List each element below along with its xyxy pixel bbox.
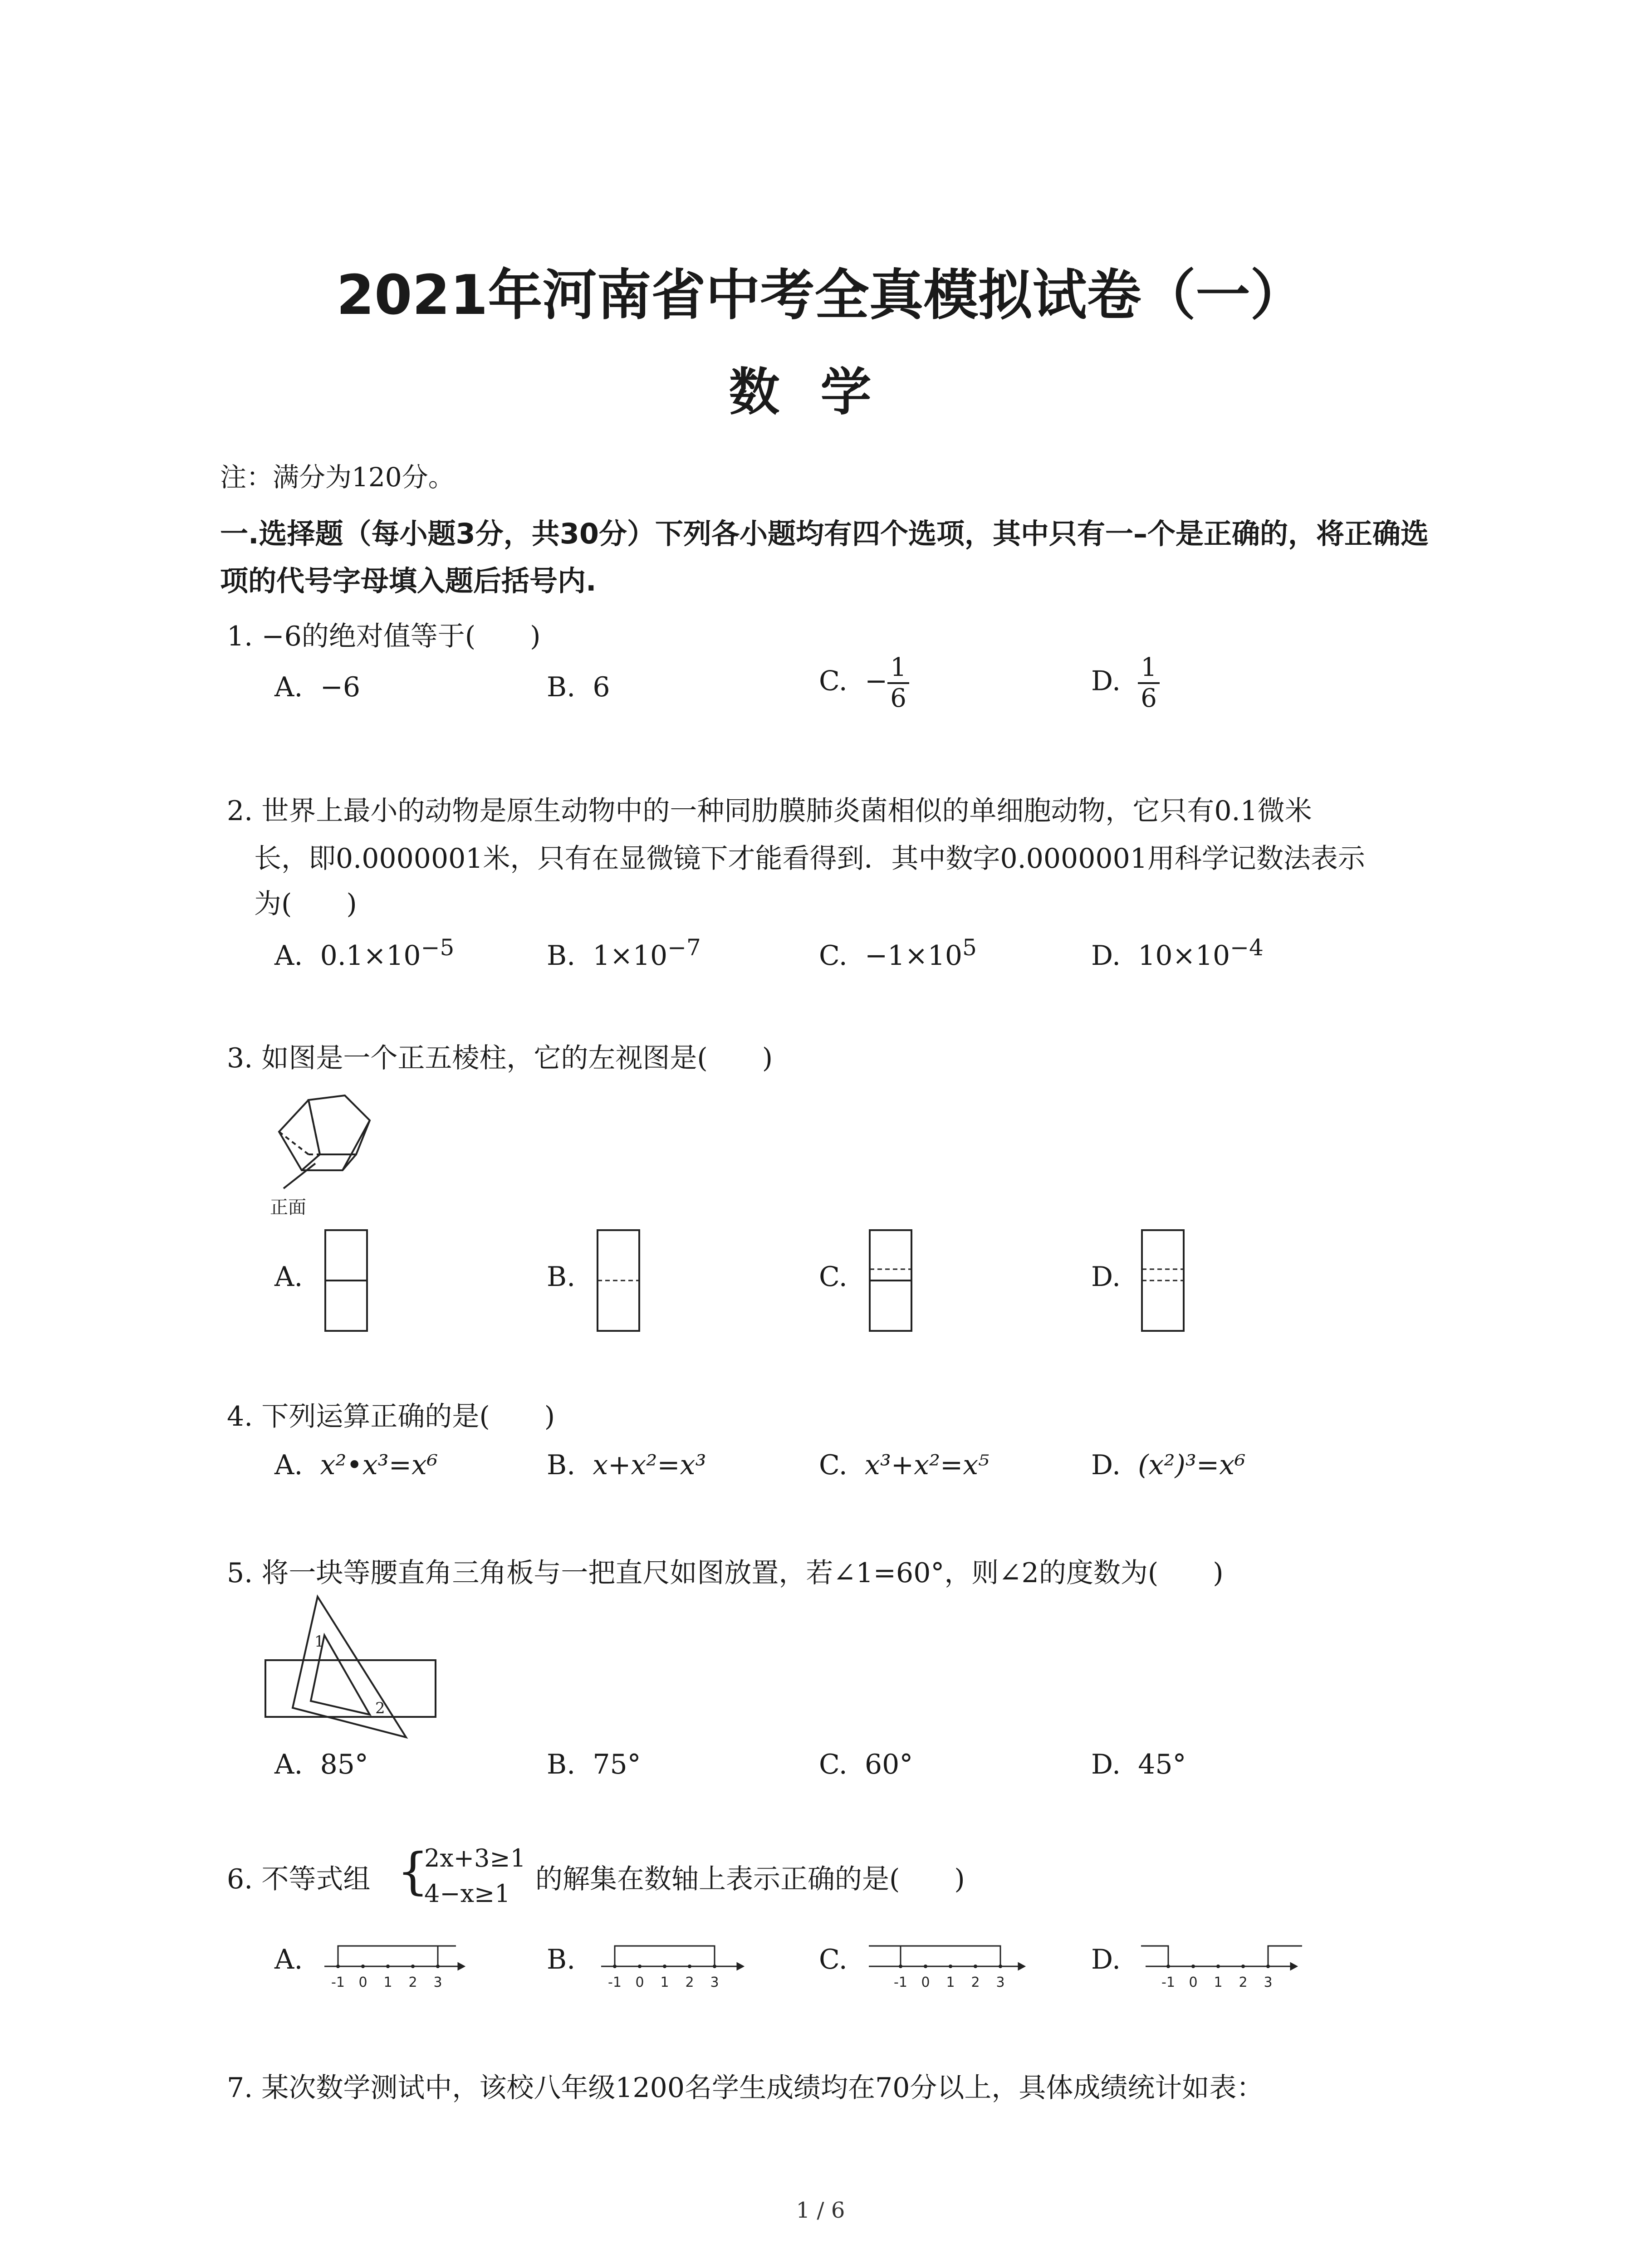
question-4 — [227, 1395, 555, 1434]
q3-option-c-label: C. — [819, 1261, 847, 1293]
q3-option-a-rect — [324, 1229, 370, 1334]
question-number: 1. — [227, 621, 253, 652]
question-stem: −6的绝对值等于( ) — [261, 621, 541, 652]
q5-option-a: A. 85° — [274, 1749, 368, 1780]
q1-option-d: D. $\frac{1}{6}$ — [1091, 653, 1160, 713]
question-2-line3: 为( ) — [254, 888, 357, 920]
svg-text:1: 1 — [383, 1975, 392, 1990]
svg-text:0: 0 — [921, 1975, 930, 1990]
svg-text:0: 0 — [635, 1975, 644, 1990]
question-stem-prefix: 不等式组 — [261, 1863, 371, 1895]
q1-option-c: C. − $\frac{1}{6}$ — [819, 653, 909, 713]
question-number: 7. — [227, 2072, 253, 2104]
section-instructions: 一.选择题（每小题3分，共30分）下列各小题均有四个选项，其中只有一–个是正确的，将正确选项的代号字母填入题后括号内. — [220, 517, 1429, 597]
question-stem: 下列运算正确的是( ) — [261, 1401, 555, 1432]
q2-option-a: A. $0.1\times 10^{-5}$ — [274, 934, 455, 972]
q3-option-d-label: D. — [1091, 1261, 1121, 1293]
q1-option-b: B. 6 — [547, 671, 610, 703]
q4-option-a: A. x²•x³=x⁶ — [274, 1449, 438, 1481]
question-number: 2. — [227, 795, 253, 827]
question-2 — [227, 789, 1312, 828]
q4-option-b: B. x+x²=x³ — [547, 1449, 706, 1481]
q2-option-c: C. $-1\times 10^5$ — [819, 934, 977, 972]
question-6 — [227, 1857, 370, 1897]
inequality-system — [424, 1841, 526, 1911]
q6-option-d-label: D. — [1091, 1944, 1121, 1975]
question-number: 3. — [227, 1042, 253, 1074]
question-2-line2: 长，即0.0000001米，只有在显微镜下才能看得到．其中数字0.0000001用科学记数法表示 — [254, 843, 1365, 875]
question-1 — [227, 615, 541, 654]
svg-text:3: 3 — [433, 1975, 442, 1990]
q6-option-d-numberline — [1136, 1937, 1309, 1996]
svg-text:0: 0 — [1189, 1975, 1198, 1990]
svg-text:3: 3 — [996, 1975, 1005, 1990]
svg-text:-1: -1 — [608, 1975, 622, 1990]
svg-text:1: 1 — [660, 1975, 669, 1990]
angle-2-label: 2 — [375, 1699, 385, 1717]
q4-option-d: D. (x²)³=x⁶ — [1091, 1449, 1246, 1481]
system-brace: { — [397, 1842, 429, 1900]
svg-text:2: 2 — [408, 1975, 417, 1990]
question-number: 6. — [227, 1863, 253, 1895]
svg-text:-1: -1 — [1161, 1975, 1175, 1990]
question-number: 4. — [227, 1401, 253, 1432]
question-stem: 如图是一个正五棱柱，它的左视图是( ) — [261, 1042, 773, 1074]
angle-1-label: 1 — [314, 1633, 324, 1651]
question-6-suffix: 的解集在数轴上表示正确的是( ) — [535, 1863, 965, 1895]
q6-option-b-numberline — [592, 1937, 746, 1996]
q6-option-a-label: A. — [274, 1944, 303, 1975]
svg-text:1: 1 — [1214, 1975, 1223, 1990]
question-7 — [227, 2066, 1264, 2105]
svg-text:-1: -1 — [331, 1975, 345, 1990]
svg-text:3: 3 — [1264, 1975, 1273, 1990]
q4-option-c: C. x³+x²=x⁵ — [819, 1449, 989, 1481]
svg-text:2: 2 — [685, 1975, 694, 1990]
question-stem: 将一块等腰直角三角板与一把直尺如图放置，若∠1=60°，则∠2的度数为( ) — [261, 1557, 1224, 1589]
svg-text:0: 0 — [358, 1975, 367, 1990]
q1-option-a: A. −6 — [274, 671, 361, 703]
q6-option-a-numberline — [320, 1937, 465, 1996]
q3-option-d-rect — [1141, 1229, 1186, 1334]
inequality-2: 4−x≥1 — [424, 1879, 510, 1908]
question-3 — [227, 1036, 773, 1075]
exam-subject: 数学 — [729, 363, 912, 422]
q6-option-c-label: C. — [819, 1944, 847, 1975]
question-stem-line1: 世界上最小的动物是原生动物中的一种同肋膜肺炎菌相似的单细胞动物，它只有0.1微米 — [261, 795, 1312, 827]
question-number: 5. — [227, 1557, 253, 1589]
q5-option-c: C. 60° — [819, 1749, 913, 1780]
score-note: 注：满分为120分。 — [220, 462, 455, 493]
q3-option-b-rect — [597, 1229, 642, 1334]
q6-option-b-label: B. — [547, 1944, 576, 1975]
q3-option-c-rect — [869, 1229, 914, 1334]
exam-title: 2021年河南省中考全真模拟试卷（一） — [336, 264, 1305, 327]
svg-text:1: 1 — [946, 1975, 955, 1990]
svg-text:3: 3 — [710, 1975, 719, 1990]
svg-text:2: 2 — [1239, 1975, 1248, 1990]
q5-option-d: D. 45° — [1091, 1749, 1186, 1780]
q6-option-c-numberline — [864, 1937, 1028, 1996]
q5-option-b: B. 75° — [547, 1749, 641, 1780]
question-stem: 某次数学测试中，该校八年级1200名学生成绩均在70分以上，具体成绩统计如表： — [261, 2072, 1264, 2104]
front-view-label: 正面 — [270, 1197, 306, 1218]
svg-text:-1: -1 — [894, 1975, 907, 1990]
svg-text:2: 2 — [971, 1975, 980, 1990]
inequality-1: 2x+3≥1 — [424, 1844, 526, 1872]
triangle-ruler-figure — [261, 1594, 442, 1744]
q3-option-b-label: B. — [547, 1261, 576, 1293]
page-number: 1 / 6 — [796, 2198, 845, 2223]
q2-option-d: D. $10\times 10^{-4}$ — [1091, 934, 1264, 972]
question-5 — [227, 1551, 1224, 1590]
q2-option-b: B. $1\times 10^{-7}$ — [547, 934, 701, 972]
q3-option-a-label: A. — [274, 1261, 303, 1293]
